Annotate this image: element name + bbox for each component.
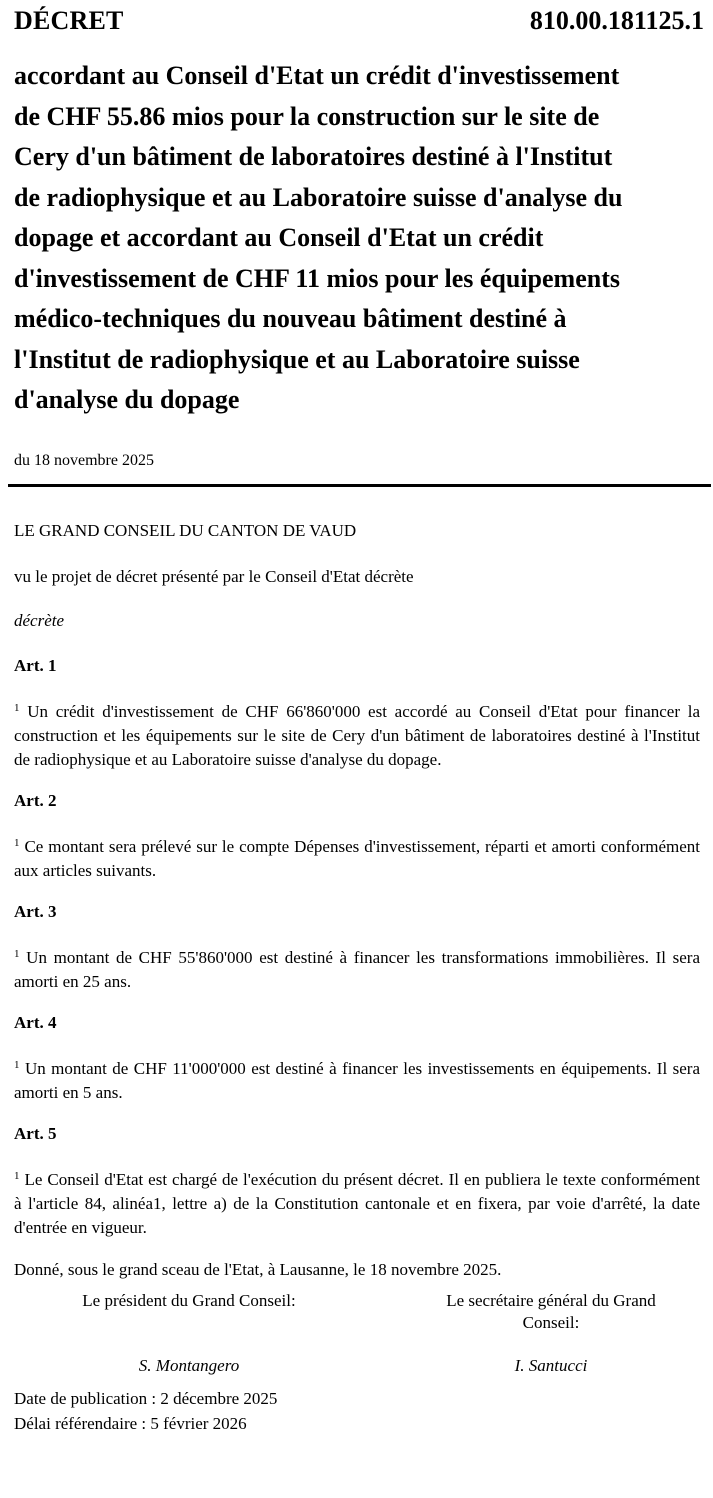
enacting-authority: LE GRAND CONSEIL DU CANTON DE VAUD (14, 521, 357, 540)
title-line: d'analyse du dopage (14, 385, 240, 414)
article-body: Ce montant sera prélevé sur le compte Dépenses d'investissement, réparti et amorti conformément aux articles suivants. (14, 837, 701, 880)
alinea-number: 1 (14, 1170, 20, 1182)
article-text (14, 946, 700, 994)
header-divider (8, 484, 711, 487)
president-signature-block (34, 1290, 344, 1312)
article-heading: Art. 2 (14, 791, 57, 810)
decrees-word: décrète (14, 611, 65, 630)
document-header (14, 6, 704, 46)
title-line: médico-techniques du nouveau bâtiment destiné à (14, 304, 567, 333)
alinea-number: 1 (14, 948, 20, 960)
article-text (14, 1168, 700, 1240)
decree-page (14, 0, 704, 1433)
secretary-role-line: Conseil: (522, 1313, 580, 1332)
article-text (14, 835, 700, 883)
title-line: l'Institut de radiophysique et au Laboratoire suisse (14, 344, 580, 374)
article-body: Un crédit d'investissement de CHF 66'860'000 est accordé au Conseil d'Etat pour financer la construction et les équipements sur le site de Cery d'un bâtiment de laboratoires destiné à l'Institut de radiophysique et au Laboratoire suisse d'analyse du dopage. (14, 702, 701, 769)
document-type: DÉCRET (14, 6, 124, 35)
secretary-signature-block (386, 1290, 713, 1334)
article-heading: Art. 1 (14, 656, 57, 675)
referendum-deadline: Délai référendaire : 5 février 2026 (14, 1414, 247, 1433)
title-line: dopage et accordant au Conseil d'Etat un crédit (14, 223, 544, 252)
president-name: S. Montangero (138, 1356, 240, 1375)
article-heading: Art. 3 (14, 902, 57, 921)
article-body: Un montant de CHF 11'000'000 est destiné à financer les investissements en équipements. Il sera amorti en 5 ans. (14, 1059, 700, 1102)
decree-title (14, 56, 694, 421)
publication-date: Date de publication : 2 décembre 2025 (14, 1389, 278, 1408)
article-body: Le Conseil d'Etat est chargé de l'exécution du présent décret. Il en publiera le texte conformément à l'article 84, alinéa1, lettre a) de la Constitution cantonale et en fixera, par voie d'arrêté, la date d'entrée en vigueur. (14, 1170, 700, 1237)
article-body: Un montant de CHF 55'860'000 est destiné à financer les transformations immobilières. Il sera amorti en 25 ans. (14, 948, 701, 991)
title-line: de CHF 55.86 mios pour la construction sur le site de (14, 101, 600, 131)
title-line: accordant au Conseil d'Etat un crédit d'investissement (14, 61, 620, 90)
president-role: Le président du Grand Conseil: (82, 1291, 296, 1310)
title-line: de radiophysique et au Laboratoire suisse d'analyse du (14, 182, 623, 212)
secretary-role-line: Le secrétaire général du Grand (446, 1291, 656, 1310)
secretary-name: I. Santucci (514, 1356, 588, 1375)
article-heading: Art. 4 (14, 1013, 57, 1032)
alinea-number: 1 (14, 837, 20, 849)
document-number: 810.00.181125.1 (529, 6, 704, 35)
signatures (14, 1290, 700, 1386)
decree-body (14, 519, 700, 1436)
publication-info (14, 1386, 700, 1436)
article-heading: Art. 5 (14, 1124, 57, 1143)
given-clause: Donné, sous le grand sceau de l'Etat, à Lausanne, le 18 novembre 2025. (14, 1260, 502, 1279)
article-text (14, 1057, 700, 1105)
article-text (14, 700, 700, 772)
alinea-number: 1 (14, 702, 20, 714)
title-line: Cery d'un bâtiment de laboratoires destiné à l'Institut (14, 142, 613, 171)
considering-clause: vu le projet de décret présenté par le Conseil d'Etat décrète (14, 567, 414, 586)
title-line: d'investissement de CHF 11 mios pour les équipements (14, 263, 620, 293)
alinea-number: 1 (14, 1059, 20, 1071)
decree-date: du 18 novembre 2025 (14, 451, 154, 469)
